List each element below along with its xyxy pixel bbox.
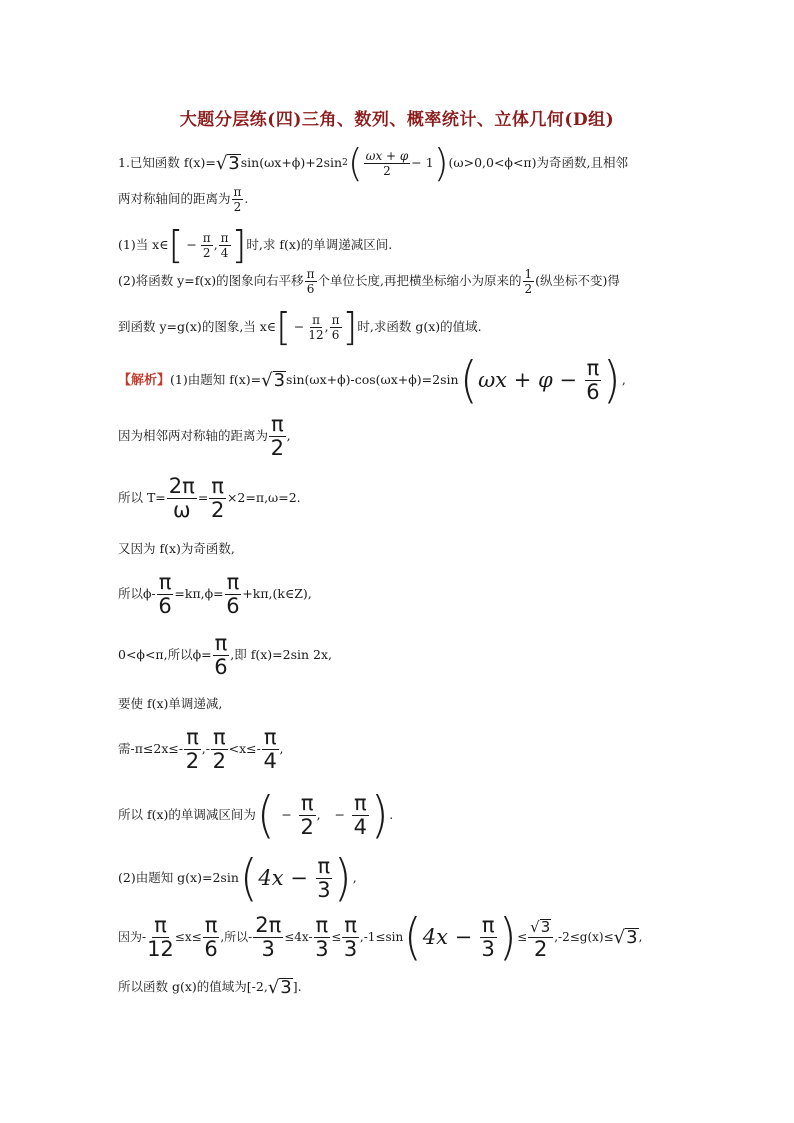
text: − bbox=[293, 318, 305, 334]
fraction: $\frac{\pi}{2}$ bbox=[212, 725, 226, 773]
fraction: $\frac{\pi}{2}$ bbox=[210, 474, 225, 522]
fraction: $\frac{\pi}{2}$ bbox=[300, 790, 314, 839]
text: , bbox=[213, 236, 218, 252]
fraction: $\frac{\pi}{4}$ bbox=[263, 725, 277, 773]
right-paren: ) bbox=[370, 786, 389, 844]
solution-line-12 bbox=[118, 978, 302, 997]
sqrt-3: √ 3 bbox=[261, 369, 286, 391]
fraction: $\frac{\pi}{3}$ bbox=[317, 853, 331, 902]
text: ≤ bbox=[331, 930, 342, 944]
problem-line-1 bbox=[118, 141, 628, 185]
fraction: $\frac{2\pi}{3}$ bbox=[255, 912, 282, 961]
text: 要使 f(x)单调递减, bbox=[118, 696, 223, 711]
text: − bbox=[186, 236, 197, 252]
sqrt-3: √ 3 bbox=[267, 977, 292, 998]
analysis-tag: 【解析】 bbox=[118, 372, 171, 388]
text: 到函数 y=g(x)的图象,当 x∈ bbox=[118, 318, 277, 334]
text: 0<ϕ<π,所以ϕ= bbox=[118, 647, 212, 663]
text: ≤x≤ bbox=[174, 930, 202, 944]
text: ,-2≤g(x)≤ bbox=[554, 930, 614, 944]
problem-line-5 bbox=[118, 305, 482, 349]
left-paren: ( bbox=[459, 351, 478, 409]
fraction: $\frac{\pi}{6}$ bbox=[586, 355, 600, 404]
text: (2)将函数 y=f(x)的图象向右平移 bbox=[118, 273, 304, 289]
text: ≤4x- bbox=[284, 930, 313, 944]
fraction: $\frac{1}{2}$ bbox=[524, 267, 533, 296]
text: ×2=π,ω=2. bbox=[226, 490, 301, 506]
fraction: $\frac{\pi}{2}$ bbox=[185, 725, 200, 773]
text: +kπ,(k∈Z), bbox=[242, 586, 312, 602]
text: , bbox=[279, 741, 284, 757]
sqrt-3: √ 3 bbox=[613, 926, 638, 948]
text: , bbox=[316, 806, 321, 822]
fraction: $\frac{\pi}{6}$ bbox=[306, 267, 315, 296]
text: ≤ bbox=[517, 930, 528, 944]
fraction: $\frac{\pi}{3}$ bbox=[343, 912, 358, 961]
fraction: $\frac{\pi}{4}$ bbox=[220, 230, 229, 260]
text: sin(ωx+ϕ)+2sin bbox=[240, 154, 343, 170]
text: 时,求 f(x)的单调递减区间. bbox=[246, 236, 393, 252]
text: 因为相邻两对称轴的距离为 bbox=[118, 428, 269, 444]
text: = bbox=[197, 490, 209, 506]
fraction: √ 3 2 bbox=[528, 915, 553, 960]
solution-line-9 bbox=[118, 786, 394, 844]
fraction: $\frac{\omega x + \varphi}{2}$ bbox=[365, 148, 409, 178]
problem-line-2 bbox=[118, 186, 248, 213]
fraction: $\frac{\pi}{6}$ bbox=[204, 912, 218, 961]
text: ]. bbox=[292, 979, 302, 995]
superscript: 2 bbox=[342, 157, 348, 168]
text: 时,求函数 g(x)的值域. bbox=[357, 318, 482, 334]
problem-line-3 bbox=[118, 223, 393, 267]
expression: 4x − bbox=[258, 865, 315, 890]
text: 个单位长度,再把横坐标缩小为原来的 bbox=[317, 273, 522, 289]
fraction: $\frac{\pi}{12}$ bbox=[308, 312, 324, 342]
text: (1)由题知 f(x)= bbox=[170, 371, 262, 387]
text: 两对称轴间的距离为 bbox=[118, 191, 231, 207]
text: − bbox=[281, 806, 292, 822]
sqrt-3: √ 3 bbox=[215, 152, 240, 174]
fraction: $\frac{\pi}{2}$ bbox=[233, 185, 242, 214]
text: ,- bbox=[201, 741, 210, 757]
text: 所以ϕ- bbox=[118, 586, 156, 602]
text: 需-π≤2x≤- bbox=[118, 741, 184, 757]
left-paren: ( bbox=[239, 849, 258, 907]
fraction: $\frac{\pi}{6}$ bbox=[226, 570, 240, 618]
text: <x≤- bbox=[228, 741, 261, 757]
text: =kπ,ϕ= bbox=[174, 586, 224, 602]
fraction: $\frac{\pi}{6}$ bbox=[214, 631, 228, 679]
solution-line-8 bbox=[118, 727, 284, 772]
right-paren: ) bbox=[498, 908, 517, 966]
fraction: $\frac{\pi}{2}$ bbox=[270, 412, 285, 460]
right-paren: ) bbox=[334, 849, 352, 907]
right-paren: ) bbox=[603, 351, 621, 409]
text: 所以函数 g(x)的值域为[-2, bbox=[118, 979, 268, 995]
solution-line-10 bbox=[118, 849, 357, 907]
solution-line-7 bbox=[118, 698, 222, 711]
solution-line-5 bbox=[118, 572, 312, 617]
text: ,所以- bbox=[220, 930, 253, 944]
left-bracket: [ bbox=[168, 223, 184, 267]
text: . bbox=[244, 191, 249, 207]
text: (2)由题知 g(x)=2sin bbox=[118, 869, 239, 885]
text: . bbox=[389, 806, 394, 822]
solution-line-3 bbox=[118, 476, 301, 521]
solution-line-4 bbox=[118, 543, 235, 556]
fraction: $\frac{\pi}{3}$ bbox=[481, 912, 495, 961]
left-paren: ( bbox=[404, 908, 422, 966]
solution-line-1 bbox=[118, 351, 626, 409]
left-paren: ( bbox=[256, 786, 275, 844]
problem-line-4 bbox=[118, 268, 620, 295]
left-bracket: [ bbox=[276, 305, 291, 349]
solution-line-6 bbox=[118, 633, 332, 678]
text: ,-1≤sin bbox=[359, 930, 404, 944]
left-paren: ( bbox=[347, 141, 363, 185]
fraction: $\frac{2\pi}{\omega}$ bbox=[168, 474, 195, 522]
fraction: $\frac{\pi}{3}$ bbox=[315, 912, 329, 961]
text: , bbox=[638, 930, 643, 944]
fraction: $\frac{\pi}{4}$ bbox=[353, 790, 368, 839]
expression: 4x − bbox=[422, 924, 479, 949]
text: 所以 f(x)的单调减区间为 bbox=[118, 806, 256, 822]
fraction: $\frac{\pi}{2}$ bbox=[202, 230, 211, 260]
text: , bbox=[286, 428, 291, 444]
right-bracket: ] bbox=[231, 223, 247, 267]
text: sin(ωx+ϕ)-cos(ωx+ϕ)=2sin bbox=[286, 371, 459, 387]
text: 因为- bbox=[118, 930, 147, 944]
solution-line-2 bbox=[118, 414, 291, 459]
expression: ωx + φ − bbox=[478, 367, 584, 392]
text: , bbox=[621, 371, 626, 387]
text: 1.已知函数 f(x)= bbox=[118, 154, 216, 170]
text: , bbox=[352, 869, 357, 885]
right-paren: ) bbox=[433, 141, 449, 185]
text: ,即 f(x)=2sin 2x, bbox=[230, 647, 332, 663]
text: (1)当 x∈ bbox=[118, 236, 169, 252]
text: 所以 T= bbox=[118, 490, 166, 506]
text: 又因为 f(x)为奇函数, bbox=[118, 541, 235, 556]
text: , bbox=[324, 318, 329, 334]
text: (ω>0,0<ϕ<π)为奇函数,且相邻 bbox=[448, 154, 628, 170]
text: − 1 bbox=[411, 154, 434, 170]
text: − bbox=[334, 806, 346, 822]
page-title: 大题分层练(四)三角、数列、概率统计、立体几何(D组) bbox=[179, 110, 615, 130]
fraction: $\frac{\pi}{6}$ bbox=[158, 570, 172, 618]
fraction: $\frac{\pi}{6}$ bbox=[331, 312, 340, 342]
right-bracket: ] bbox=[342, 305, 358, 349]
fraction: $\frac{\pi}{12}$ bbox=[147, 912, 174, 961]
text: (纵坐标不变)得 bbox=[535, 273, 620, 289]
solution-line-11 bbox=[118, 908, 643, 966]
sqrt-3: √ 3 bbox=[530, 917, 551, 936]
